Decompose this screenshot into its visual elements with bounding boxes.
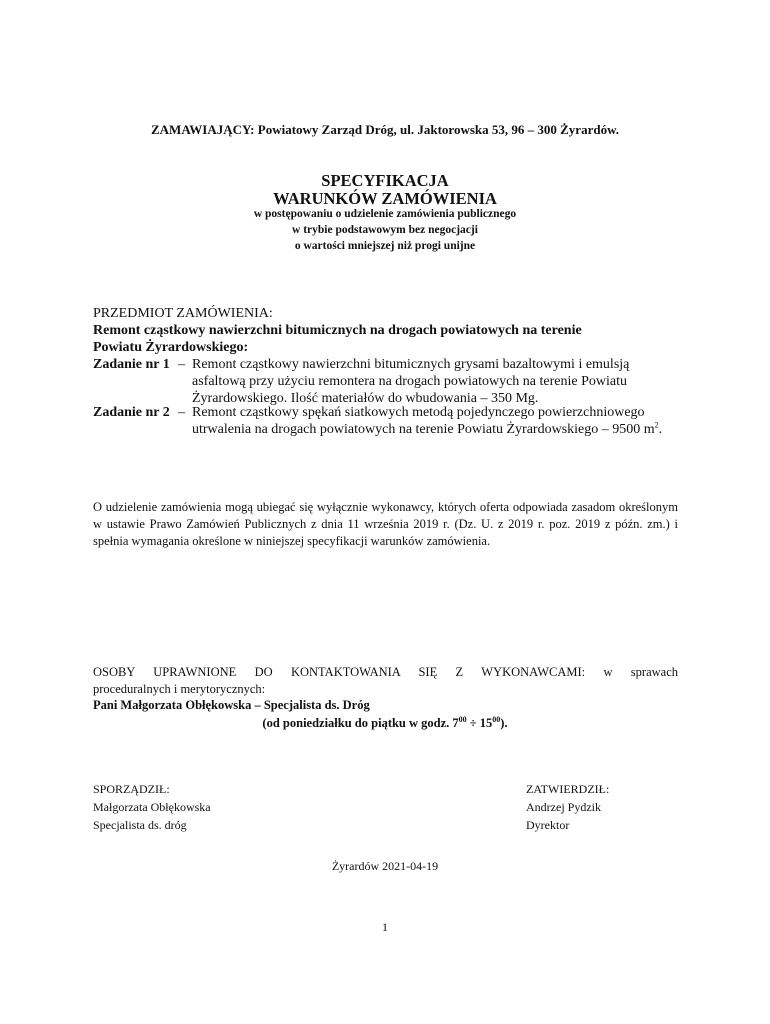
- approved-by-signature: [526, 780, 609, 834]
- signature-label: ZATWIERDZIŁ:: [526, 782, 610, 796]
- subject-title-line1: Remont cząstkowy nawierzchni bitumicznych na drogach powiatowych na terenie: [93, 323, 582, 338]
- task-dash: –: [178, 405, 185, 420]
- eligibility-paragraph: O udzielenie zamówienia mogą ubiegać się wyłącznie wykonawcy, których oferta odpowiada zasadom określonym w ustawie Prawo Zamówień Publicznych z dnia 11 września 2019 r. (Dz. U. z 2019 r. poz. 2019 z późn. zm.) i spełnia wymagania określone w niniejszej specyfikacji warunków zamówienia.: [93, 500, 678, 548]
- document-title-line1: SPECYFIKACJA: [321, 171, 449, 190]
- superscript: 00: [458, 714, 467, 724]
- signature-role: Dyrektor: [526, 818, 570, 832]
- contact-hours: [0, 716, 770, 731]
- hours-suffix: ).: [500, 716, 508, 730]
- procedure-subtitle-2: w trybie podstawowym bez negocjacji: [292, 224, 478, 236]
- contact-section: [93, 664, 678, 698]
- task-text: Remont cząstkowy spękań siatkowych metodą pojedynczego powierzchniowego utrwalenia na drogach powiatowych na terenie Powiatu Żyrardowskiego – 9500 m: [192, 405, 655, 437]
- subject-title-line2: Powiatu Żyrardowskiego:: [93, 340, 249, 355]
- procedure-subtitle-1: w postępowaniu o udzielenie zamówienia publicznego: [253, 208, 517, 220]
- prepared-by-signature: [93, 780, 211, 834]
- contact-scope: proceduralnych i merytorycznych:: [93, 682, 266, 696]
- task-dash: –: [178, 357, 185, 372]
- superscript: 2: [654, 420, 659, 430]
- ordering-party: ZAMAWIAJĄCY: Powiatowy Zarząd Dróg, ul. Jaktorowska 53, 96 – 300 Żyrardów.: [150, 122, 619, 137]
- procedure-subtitle-3: o wartości mniejszej niż progi unijne: [294, 240, 476, 252]
- task-tail: .: [658, 422, 663, 437]
- signature-name: Andrzej Pydzik: [526, 800, 601, 814]
- task-label: Zadanie nr 1: [93, 357, 170, 372]
- subject-heading: PRZEDMIOT ZAMÓWIENIA:: [93, 306, 273, 321]
- contact-person: Pani Małgorzata Obłękowska – Specjalista ds. Dróg: [93, 698, 370, 712]
- hours-mid: ÷ 15: [466, 716, 493, 730]
- signature-role: Specjalista ds. dróg: [93, 818, 187, 832]
- place-and-date: Żyrardów 2021-04-19: [331, 859, 439, 873]
- task-description: Remont cząstkowy nawierzchni bitumicznych grysami bazaltowymi i emulsją asfaltową przy użyciu remontera na drogach powiatowych na terenie Powiatu Żyrardowskiego. Ilość materiałów do wbudowania – 350 Mg.: [192, 357, 630, 406]
- contact-heading: OSOBY UPRAWNIONE DO KONTAKTOWANIA SIĘ Z WYKONAWCAMI: w sprawach: [93, 665, 678, 679]
- hours-prefix: (od poniedziałku do piątku w godz. 7: [262, 716, 459, 730]
- page-number: 1: [382, 920, 388, 934]
- signature-label: SPORZĄDZIŁ:: [93, 782, 170, 796]
- task-description: [192, 404, 682, 438]
- signature-name: Małgorzata Obłękowska: [93, 800, 211, 814]
- task-label: Zadanie nr 2: [93, 405, 170, 420]
- document-title-line2: WARUNKÓW ZAMÓWIENIA: [273, 189, 497, 208]
- superscript: 00: [492, 714, 501, 724]
